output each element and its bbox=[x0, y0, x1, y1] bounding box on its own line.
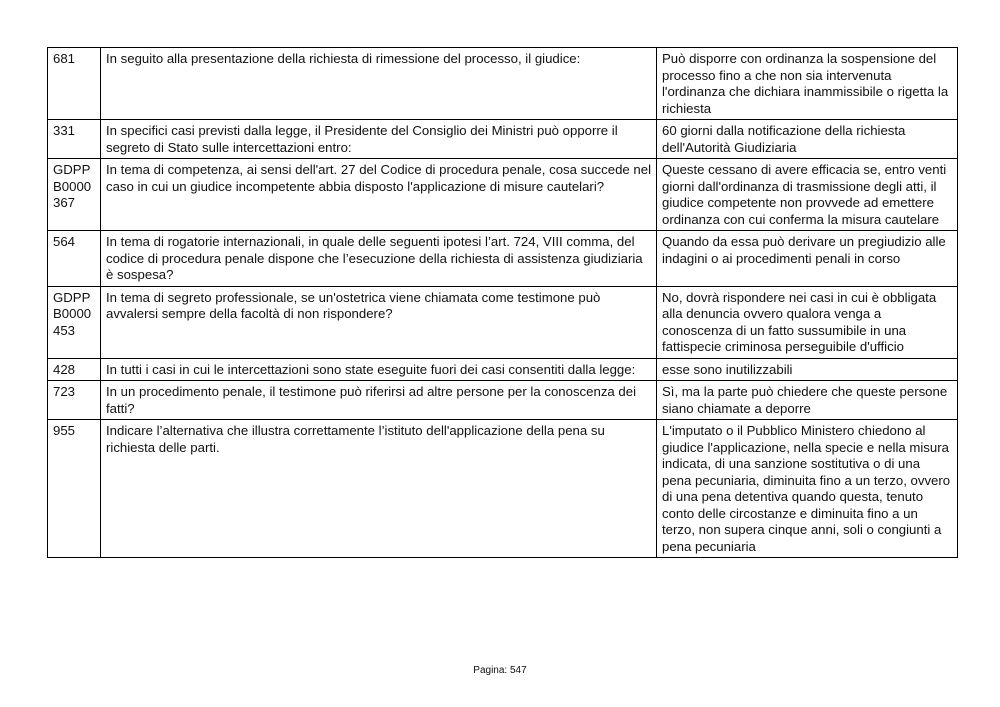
answer-text: 60 giorni dalla notificazione della richiesta dell'Autorità Giudiziaria bbox=[657, 120, 958, 159]
answer-text: L'imputato o il Pubblico Ministero chiedono al giudice l'applicazione, nella specie e nella misura indicata, di una sanzione sostitutiva o di una pena pecuniaria, diminuita fino a un terzo, ovvero di una pena detentiva quando questa, tenuto conto delle circostanze e diminuita fino a un terzo, non supera cinque anni, soli o congiunti a pena pecuniaria bbox=[657, 420, 958, 558]
question-id: 955 bbox=[48, 420, 101, 558]
answer-text: esse sono inutilizzabili bbox=[657, 358, 958, 381]
question-text: In specifici casi previsti dalla legge, il Presidente del Consiglio dei Ministri può opporre il segreto di Stato sulle intercettazioni entro: bbox=[101, 120, 657, 159]
answer-text: No, dovrà rispondere nei casi in cui è obbligata alla denuncia ovvero qualora venga a conoscenza di un fatto sussumibile in una fattispecie criminosa perseguibile d'ufficio bbox=[657, 286, 958, 358]
answer-text: Può disporre con ordinanza la sospensione del processo fino a che non sia intervenuta l'ordinanza che dichiara inammissibile o rigetta la richiesta bbox=[657, 48, 958, 120]
question-id: GDPP B0000 453 bbox=[48, 286, 101, 358]
question-id: 723 bbox=[48, 381, 101, 420]
question-text: In tema di competenza, ai sensi dell'art. 27 del Codice di procedura penale, cosa succede nel caso in cui un giudice incompetente abbia disposto l'applicazione di misure cautelari? bbox=[101, 159, 657, 231]
question-text: In tutti i casi in cui le intercettazioni sono state eseguite fuori dei casi consentiti dalla legge: bbox=[101, 358, 657, 381]
question-id: GDPP B0000 367 bbox=[48, 159, 101, 231]
answer-text: Quando da essa può derivare un pregiudizio alle indagini o ai procedimenti penali in corso bbox=[657, 231, 958, 287]
table-row bbox=[48, 48, 958, 120]
question-text: In tema di rogatorie internazionali, in quale delle seguenti ipotesi l’art. 724, VIII comma, del codice di procedura penale dispone che l’esecuzione della richiesta di assistenza giudiziaria è sospesa? bbox=[101, 231, 657, 287]
question-text: In un procedimento penale, il testimone può riferirsi ad altre persone per la conoscenza dei fatti? bbox=[101, 381, 657, 420]
question-text: Indicare l’alternativa che illustra correttamente l’istituto dell'applicazione della pena su richiesta delle parti. bbox=[101, 420, 657, 558]
table-row bbox=[48, 381, 958, 420]
question-id: 331 bbox=[48, 120, 101, 159]
table-row bbox=[48, 231, 958, 287]
table-row bbox=[48, 286, 958, 358]
questions-table bbox=[47, 47, 958, 558]
question-text: In seguito alla presentazione della richiesta di rimessione del processo, il giudice: bbox=[101, 48, 657, 120]
table-row bbox=[48, 358, 958, 381]
question-id: 564 bbox=[48, 231, 101, 287]
table-row bbox=[48, 420, 958, 558]
question-id: 428 bbox=[48, 358, 101, 381]
table-row bbox=[48, 120, 958, 159]
question-text: In tema di segreto professionale, se un'ostetrica viene chiamata come testimone può avvalersi sempre della facoltà di non rispondere? bbox=[101, 286, 657, 358]
page-number: Pagina: 547 bbox=[473, 665, 527, 676]
question-id: 681 bbox=[48, 48, 101, 120]
answer-text: Sì, ma la parte può chiedere che queste persone siano chiamate a deporre bbox=[657, 381, 958, 420]
answer-text: Queste cessano di avere efficacia se, entro venti giorni dall'ordinanza di trasmissione degli atti, il giudice competente non provvede ad emettere ordinanza con cui conferma la misura cautelare bbox=[657, 159, 958, 231]
table-row bbox=[48, 159, 958, 231]
